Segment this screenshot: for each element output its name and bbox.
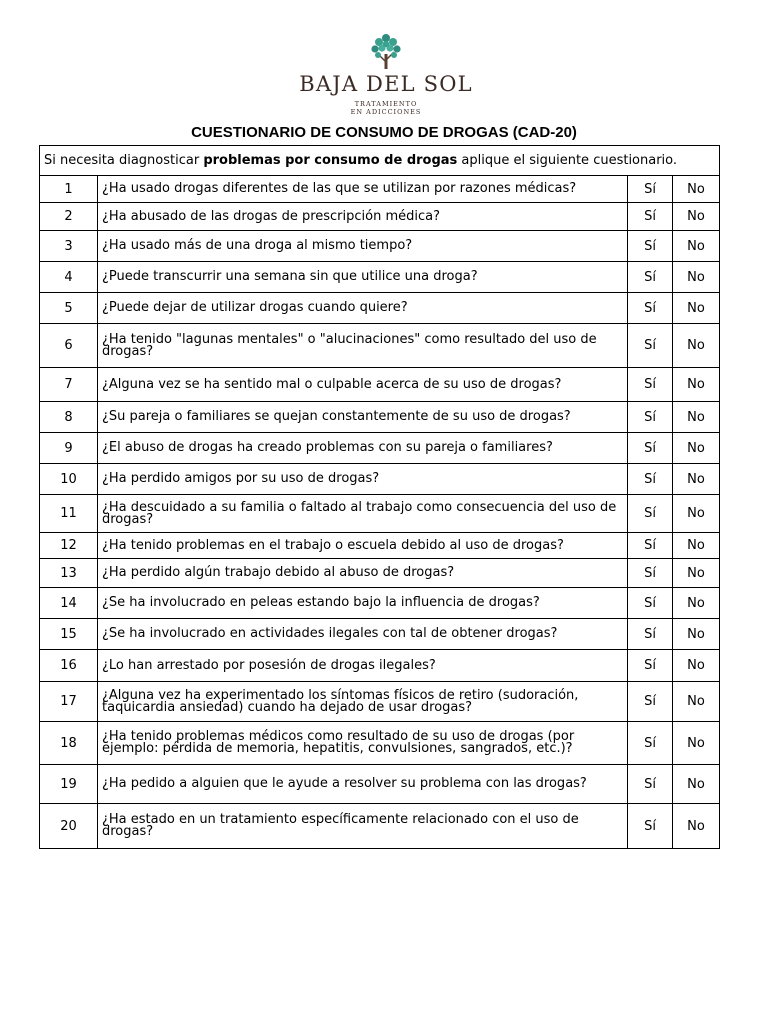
table-row (40, 402, 720, 433)
answer-no[interactable]: No (673, 533, 720, 559)
question-number: 16 (40, 650, 98, 682)
table-row (40, 765, 720, 804)
table-row (40, 588, 720, 619)
answer-no[interactable]: No (673, 231, 720, 262)
question-number: 11 (40, 495, 98, 533)
answer-no[interactable]: No (673, 324, 720, 368)
table-row (40, 176, 720, 203)
table-row (40, 533, 720, 559)
table-row (40, 231, 720, 262)
answer-yes[interactable]: Sí (628, 464, 673, 495)
table-row (40, 804, 720, 849)
answer-yes[interactable]: Sí (628, 533, 673, 559)
question-number: 4 (40, 262, 98, 293)
intro-row (40, 146, 720, 176)
answer-no[interactable]: No (673, 588, 720, 619)
question-text: ¿Ha perdido algún trabajo debido al abuso de drogas? (98, 559, 628, 588)
question-text: ¿Ha perdido amigos por su uso de drogas? (98, 464, 628, 495)
table-row (40, 682, 720, 722)
answer-no[interactable]: No (673, 559, 720, 588)
table-row (40, 203, 720, 231)
answer-no[interactable]: No (673, 619, 720, 650)
question-text: ¿Ha tenido problemas médicos como resultado de su uso de drogas (por ejemplo: pérdida de memoria, hepatitis, convulsiones, sangrados, etc.)? (98, 722, 628, 765)
answer-no[interactable]: No (673, 495, 720, 533)
answer-no[interactable]: No (673, 262, 720, 293)
table-row (40, 368, 720, 402)
question-number: 10 (40, 464, 98, 495)
question-text: ¿Ha usado drogas diferentes de las que se utilizan por razones médicas? (98, 176, 628, 203)
table-row (40, 722, 720, 765)
question-number: 6 (40, 324, 98, 368)
logo-name: BAJA DEL SOL (299, 72, 473, 96)
question-text: ¿Ha pedido a alguien que le ayude a resolver su problema con las drogas? (98, 765, 628, 804)
answer-no[interactable]: No (673, 464, 720, 495)
answer-yes[interactable]: Sí (628, 402, 673, 433)
table-row (40, 619, 720, 650)
page-title: CUESTIONARIO DE CONSUMO DE DROGAS (CAD-20) (191, 124, 577, 141)
question-number: 5 (40, 293, 98, 324)
table-row (40, 262, 720, 293)
answer-yes[interactable]: Sí (628, 682, 673, 722)
question-text: ¿Su pareja o familiares se quejan constantemente de su uso de drogas? (98, 402, 628, 433)
table-row (40, 324, 720, 368)
answer-yes[interactable]: Sí (628, 765, 673, 804)
question-number: 12 (40, 533, 98, 559)
logo-subtitle-2: EN ADICCIONES (350, 108, 422, 116)
answer-yes[interactable]: Sí (628, 293, 673, 324)
answer-yes[interactable]: Sí (628, 722, 673, 765)
answer-yes[interactable]: Sí (628, 324, 673, 368)
tree-icon (368, 32, 404, 70)
intro-before: Si necesita diagnosticar (44, 153, 204, 168)
answer-yes[interactable]: Sí (628, 203, 673, 231)
answer-no[interactable]: No (673, 203, 720, 231)
answer-yes[interactable]: Sí (628, 804, 673, 849)
answer-yes[interactable]: Sí (628, 368, 673, 402)
answer-no[interactable]: No (673, 176, 720, 203)
table-row (40, 433, 720, 464)
question-text: ¿Ha estado en un tratamiento específicamente relacionado con el uso de drogas? (98, 804, 628, 849)
table-row (40, 293, 720, 324)
question-text: ¿Se ha involucrado en peleas estando bajo la influencia de drogas? (98, 588, 628, 619)
answer-yes[interactable]: Sí (628, 588, 673, 619)
answer-yes[interactable]: Sí (628, 559, 673, 588)
question-number: 1 (40, 176, 98, 203)
question-text: ¿Ha usado más de una droga al mismo tiempo? (98, 231, 628, 262)
question-text: ¿Ha abusado de las drogas de prescripción médica? (98, 203, 628, 231)
question-text: ¿Puede dejar de utilizar drogas cuando quiere? (98, 293, 628, 324)
table-row (40, 650, 720, 682)
table-row (40, 559, 720, 588)
intro-text (40, 146, 720, 176)
question-number: 2 (40, 203, 98, 231)
question-number: 14 (40, 588, 98, 619)
question-text: ¿Se ha involucrado en actividades ilegales con tal de obtener drogas? (98, 619, 628, 650)
answer-yes[interactable]: Sí (628, 176, 673, 203)
question-number: 18 (40, 722, 98, 765)
answer-yes[interactable]: Sí (628, 231, 673, 262)
answer-no[interactable]: No (673, 650, 720, 682)
answer-yes[interactable]: Sí (628, 619, 673, 650)
table-row (40, 495, 720, 533)
table-row (40, 464, 720, 495)
question-text: ¿Puede transcurrir una semana sin que utilice una droga? (98, 262, 628, 293)
question-text: ¿Alguna vez ha experimentado los síntomas físicos de retiro (sudoración, taquicardia ansiedad) cuando ha dejado de usar drogas? (98, 682, 628, 722)
question-text: ¿El abuso de drogas ha creado problemas con su pareja o familiares? (98, 433, 628, 464)
question-text: ¿Ha tenido problemas en el trabajo o escuela debido al uso de drogas? (98, 533, 628, 559)
intro-after: aplique el siguiente cuestionario. (457, 153, 678, 168)
answer-no[interactable]: No (673, 402, 720, 433)
answer-yes[interactable]: Sí (628, 650, 673, 682)
question-number: 13 (40, 559, 98, 588)
question-number: 17 (40, 682, 98, 722)
answer-yes[interactable]: Sí (628, 433, 673, 464)
answer-yes[interactable]: Sí (628, 495, 673, 533)
answer-no[interactable]: No (673, 804, 720, 849)
logo-subtitle-1: TRATAMIENTO (354, 100, 418, 108)
answer-no[interactable]: No (673, 765, 720, 804)
intro-bold: problemas por consumo de drogas (203, 153, 458, 168)
questionnaire-table (39, 145, 720, 849)
question-number: 8 (40, 402, 98, 433)
logo (282, 28, 490, 118)
answer-no[interactable]: No (673, 433, 720, 464)
answer-no[interactable]: No (673, 722, 720, 765)
question-text: ¿Ha descuidado a su familia o faltado al trabajo como consecuencia del uso de drogas? (98, 495, 628, 533)
question-number: 9 (40, 433, 98, 464)
question-number: 3 (40, 231, 98, 262)
answer-no[interactable]: No (673, 682, 720, 722)
question-number: 19 (40, 765, 98, 804)
question-text: ¿Lo han arrestado por posesión de drogas ilegales? (98, 650, 628, 682)
question-text: ¿Ha tenido "lagunas mentales" o "alucinaciones" como resultado del uso de drogas? (98, 324, 628, 368)
answer-no[interactable]: No (673, 293, 720, 324)
question-text: ¿Alguna vez se ha sentido mal o culpable acerca de su uso de drogas? (98, 368, 628, 402)
answer-yes[interactable]: Sí (628, 262, 673, 293)
question-number: 7 (40, 368, 98, 402)
question-number: 15 (40, 619, 98, 650)
answer-no[interactable]: No (673, 368, 720, 402)
question-number: 20 (40, 804, 98, 849)
